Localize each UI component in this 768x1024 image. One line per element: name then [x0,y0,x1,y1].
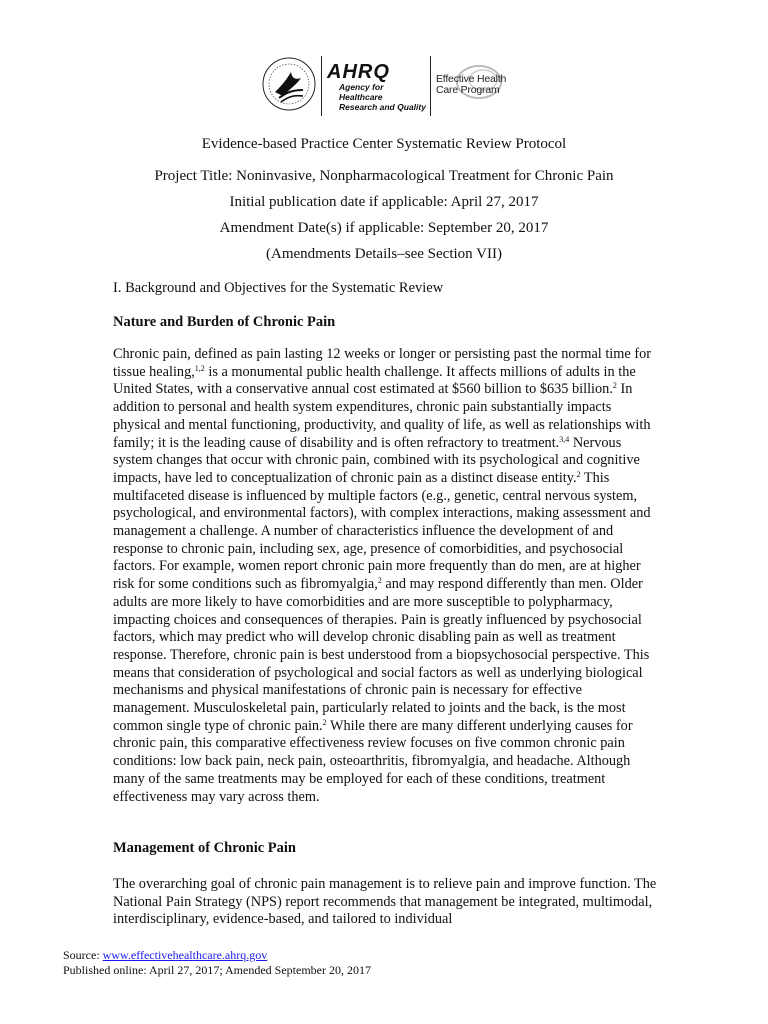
subheading-nature-burden: Nature and Burden of Chronic Pain [113,314,336,330]
ahrq-logo-line2: Research and Quality [339,102,426,112]
project-title: Project Title: Noninvasive, Nonpharmacological Treatment for Chronic Pain [154,168,614,184]
amendment-details: (Amendments Details–see Section VII) [266,246,502,262]
citation-ref: 1,2 [194,363,205,373]
protocol-title: Evidence-based Practice Center Systematic Review Protocol [201,136,567,152]
ahrq-logo-title: AHRQ [327,61,390,83]
paragraph-management: The overarching goal of chronic pain management is to relieve pain and improve function. The National Pain Strategy (NPS) report recommends that management be integrated, multimodal, interdisciplinary, evidence-based, and tailored to individual [113,876,657,928]
citation-ref: 2 [322,717,327,727]
citation-ref: 2 [612,381,617,391]
amendment-dates: Amendment Date(s) if applicable: September 20, 2017 [219,220,549,236]
initial-publication-date: Initial publication date if applicable: April 27, 2017 [229,194,539,210]
subheading-management: Management of Chronic Pain [113,840,296,856]
ehc-logo-line2: Care Program [436,84,500,96]
header-logos [255,50,515,122]
section-heading: I. Background and Objectives for the Systematic Review [113,280,444,296]
citation-ref: 2 [377,576,382,586]
source-link[interactable]: www.effectivehealthcare.ahrq.gov [102,948,268,962]
citation-ref: 2 [576,469,581,479]
ahrq-logo-line1: Agency for Healthcare [339,82,384,102]
ehc-logo [436,74,506,96]
ahrq-logo [327,62,427,112]
logo-divider [321,56,322,116]
footer-published: Published online: April 27, 2017; Amended September 20, 2017 [63,963,371,977]
paragraph-nature-burden: Chronic pain, defined as pain lasting 12 weeks or longer or persisting past the normal time for tissue healing,$^{1,2}$ is a monumental public health challenge. It affects millions of adults in the United States, with a conservative annual cost estimated at $560 billion to $635 billion.$^2$ In addition to personal and health system expenditures, chronic pain substantially impacts physical and mental functioning, productivity, and quality of life, as well as relationships with family; it is the leading cause of disability and is often refractory to treatment.$^{3,4}$ Nervous system changes that occur with chronic pain, combined with its psychological and cognitive impacts, have led to conceptualization of chronic pain as a distinct disease entity.$^2$ This multifaceted disease is influenced by multiple factors (e.g., genetic, central nervous system, psychological, and environmental factors), with complex interactions, making assessment and management a challenge. A number of characteristics influence the development of and response to chronic pain, including sex, age, presence of comorbidities, and psychosocial factors. For example, women report chronic pain more frequently than do men, are at higher risk for some conditions such as fibromyalgia,$^2$ and may respond differently than men. Older adults are more likely to have comorbidities and are more susceptible to polypharmacy, impacting choices and consequences of therapies. Pain is greatly influenced by psychosocial factors, which may predict who will develop chronic disabling pain as well as treatment response. Therefore, chronic pain is best understood from a biopsychosocial perspective. This means that consideration of psychological and social factors as well as underlying biological mechanisms and physical manifestations of chronic pain is necessary for effective management. Musculoskeletal pain, particularly related to joints and the back, is the most common single type of chronic pain.$^2$ While there are many different underlying causes for chronic pain, this comparative effectiveness review focuses on five common chronic pain conditions: low back pain, neck pain, osteoarthritis, fibromyalgia, and headache. Although many of the same treatments may be employed for each of these conditions, treatment effectiveness may vary across them. [113,346,651,805]
footer-source: Source: www.effectivehealthcare.ahrq.gov [63,948,268,962]
ehc-logo-line1: Effective Health [436,73,507,85]
citation-ref: 3,4 [559,434,570,444]
hhs-seal-logo [261,56,317,112]
